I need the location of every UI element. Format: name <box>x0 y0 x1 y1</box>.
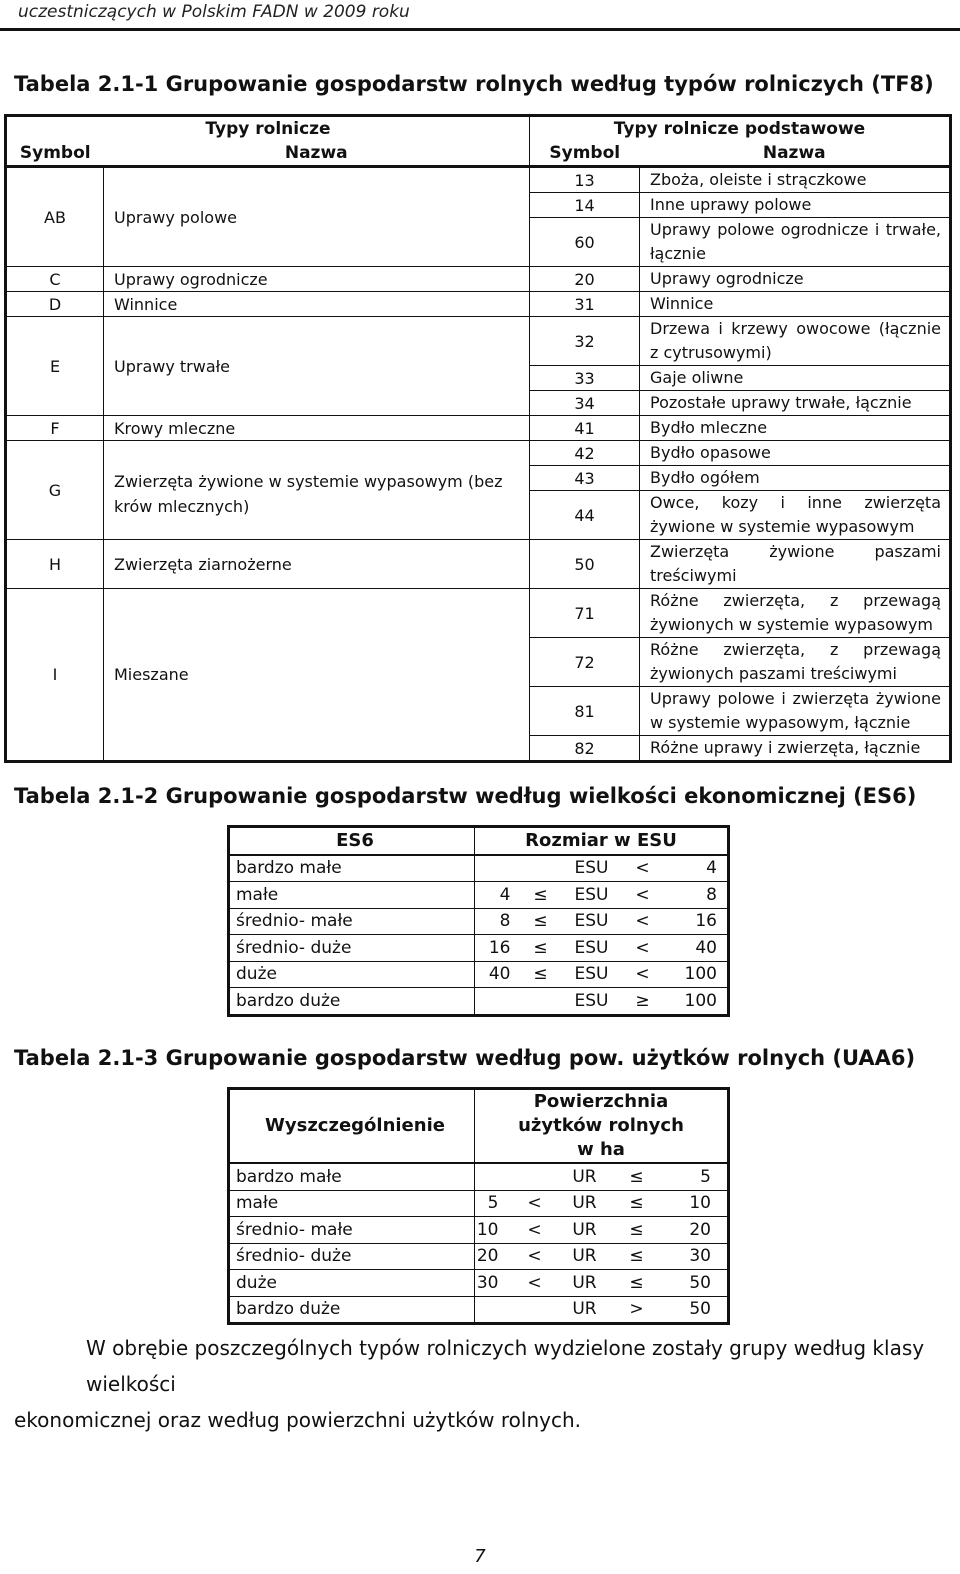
table-row <box>6 589 951 638</box>
table-row <box>229 908 729 935</box>
type-symbol: I <box>6 589 104 762</box>
type-name: Uprawy polowe <box>104 167 530 267</box>
type-name: Uprawy trwałe <box>104 317 530 416</box>
unit: UR <box>555 1163 615 1190</box>
table-row <box>229 988 729 1016</box>
land-area-table <box>227 1087 730 1325</box>
base-type-symbol: 14 <box>530 193 640 218</box>
upper-operator: < <box>623 908 663 935</box>
base-type-name: Winnice <box>640 292 951 317</box>
upper-bound: 16 <box>663 908 729 935</box>
type-symbol: H <box>6 540 104 589</box>
lower-operator <box>521 988 561 1016</box>
unit: UR <box>555 1296 615 1324</box>
lower-operator: ≤ <box>521 908 561 935</box>
col-specification-header: Wyszczególnienie <box>229 1089 475 1164</box>
upper-bound: 8 <box>663 882 729 909</box>
upper-operator: ≥ <box>623 988 663 1016</box>
lower-operator: ≤ <box>521 882 561 909</box>
lower-operator: < <box>515 1270 555 1297</box>
type-symbol: C <box>6 267 104 292</box>
lower-operator: ≤ <box>521 935 561 962</box>
upper-operator: ≤ <box>615 1217 659 1244</box>
base-type-symbol: 20 <box>530 267 640 292</box>
unit: ESU <box>561 882 623 909</box>
group-header-left: Typy rolnicze <box>6 116 530 142</box>
col-size-header: Rozmiar w ESU <box>475 827 729 855</box>
upper-operator: > <box>615 1296 659 1324</box>
lower-bound: 10 <box>475 1217 515 1244</box>
type-name: Winnice <box>104 292 530 317</box>
type-symbol: AB <box>6 167 104 267</box>
upper-bound: 30 <box>659 1243 729 1270</box>
lower-operator <box>521 855 561 882</box>
col-name2-header: Nazwa <box>640 141 951 167</box>
table-row <box>6 441 951 466</box>
size-class-label: bardzo małe <box>229 855 475 882</box>
base-type-name: Owce, kozy i inne zwierzęta żywione w systemie wypasowym <box>640 491 951 540</box>
upper-bound: 5 <box>659 1163 729 1190</box>
unit: UR <box>555 1243 615 1270</box>
table-header-row <box>229 1089 729 1164</box>
size-class-label: małe <box>229 1190 475 1217</box>
base-type-symbol: 42 <box>530 441 640 466</box>
base-type-name: Zwierzęta żywione paszami treściwymi <box>640 540 951 589</box>
type-name: Zwierzęta ziarnożerne <box>104 540 530 589</box>
upper-operator: ≤ <box>615 1243 659 1270</box>
base-type-symbol: 31 <box>530 292 640 317</box>
base-type-symbol: 43 <box>530 466 640 491</box>
lower-operator: < <box>515 1190 555 1217</box>
lower-bound <box>475 1296 515 1324</box>
lower-bound: 16 <box>475 935 521 962</box>
lower-operator: < <box>515 1217 555 1244</box>
base-type-name: Uprawy ogrodnicze <box>640 267 951 292</box>
upper-bound: 100 <box>663 988 729 1016</box>
upper-bound: 40 <box>663 935 729 962</box>
size-class-label: bardzo duże <box>229 1296 475 1324</box>
type-name: Mieszane <box>104 589 530 762</box>
base-type-name: Gaje oliwne <box>640 366 951 391</box>
body-paragraph <box>14 1330 944 1438</box>
table-row <box>6 416 951 441</box>
base-type-symbol: 44 <box>530 491 640 540</box>
table3-caption: Tabela 2.1-3 Grupowanie gospodarstw według pow. użytków rolnych (UAA6) <box>14 1046 916 1070</box>
type-name: Krowy mleczne <box>104 416 530 441</box>
size-class-label: średnio- duże <box>229 1243 475 1270</box>
group-header-right: Typy rolnicze podstawowe <box>530 116 951 142</box>
col-area-header: Powierzchnia użytków rolnych w ha <box>475 1089 729 1164</box>
table-row <box>229 1243 729 1270</box>
base-type-name: Różne zwierzęta, z przewagą żywionych w systemie wypasowym <box>640 589 951 638</box>
paragraph-line-1: W obrębie poszczególnych typów rolniczych wydzielone zostały grupy według klasy wielkości <box>86 1336 925 1396</box>
farm-type-table-body <box>6 116 951 762</box>
base-type-name: Drzewa i krzewy owocowe (łącznie z cytrusowymi) <box>640 317 951 366</box>
table-row <box>6 540 951 589</box>
type-symbol: E <box>6 317 104 416</box>
size-class-label: średnio- duże <box>229 935 475 962</box>
table-row <box>229 1190 729 1217</box>
unit: ESU <box>561 908 623 935</box>
size-class-label: bardzo duże <box>229 988 475 1016</box>
unit: UR <box>555 1217 615 1244</box>
base-type-name: Inne uprawy polowe <box>640 193 951 218</box>
upper-operator: < <box>623 935 663 962</box>
size-class-label: duże <box>229 1270 475 1297</box>
running-title: uczestniczących w Polskim FADN w 2009 roku <box>18 2 410 22</box>
size-class-label: średnio- małe <box>229 1217 475 1244</box>
base-type-name: Różne zwierzęta, z przewagą żywionych paszami treściwymi <box>640 638 951 687</box>
base-type-name: Zboża, oleiste i strączkowe <box>640 167 951 193</box>
col-symbol-header: Symbol <box>6 141 104 167</box>
size-class-label: duże <box>229 961 475 988</box>
base-type-symbol: 82 <box>530 736 640 762</box>
base-type-name: Uprawy polowe ogrodnicze i trwałe, łącznie <box>640 218 951 267</box>
base-type-name: Bydło mleczne <box>640 416 951 441</box>
lower-operator: < <box>515 1243 555 1270</box>
table-row <box>6 167 951 193</box>
table-row <box>6 317 951 366</box>
base-type-name: Bydło ogółem <box>640 466 951 491</box>
table-row <box>229 855 729 882</box>
upper-bound: 100 <box>663 961 729 988</box>
table-row <box>6 267 951 292</box>
col-name-header: Nazwa <box>104 141 530 167</box>
upper-operator: ≤ <box>615 1270 659 1297</box>
table-row <box>229 1296 729 1324</box>
base-type-symbol: 34 <box>530 391 640 416</box>
base-type-symbol: 33 <box>530 366 640 391</box>
farm-type-table <box>4 114 952 763</box>
base-type-name: Uprawy polowe i zwierzęta żywione w systemie wypasowym, łącznie <box>640 687 951 736</box>
lower-operator: ≤ <box>521 961 561 988</box>
base-type-symbol: 32 <box>530 317 640 366</box>
header-rule <box>0 28 960 31</box>
col-symbol2-header: Symbol <box>530 141 640 167</box>
unit: UR <box>555 1190 615 1217</box>
upper-bound: 20 <box>659 1217 729 1244</box>
base-type-name: Bydło opasowe <box>640 441 951 466</box>
size-class-label: bardzo małe <box>229 1163 475 1190</box>
lower-operator <box>515 1296 555 1324</box>
size-class-label: małe <box>229 882 475 909</box>
table-row <box>229 961 729 988</box>
economic-size-table <box>227 825 730 1017</box>
upper-operator: < <box>623 882 663 909</box>
table-row <box>229 935 729 962</box>
lower-bound: 30 <box>475 1270 515 1297</box>
base-type-symbol: 71 <box>530 589 640 638</box>
base-type-name: Pozostałe uprawy trwałe, łącznie <box>640 391 951 416</box>
unit: ESU <box>561 935 623 962</box>
type-name: Uprawy ogrodnicze <box>104 267 530 292</box>
base-type-symbol: 41 <box>530 416 640 441</box>
page-number: 7 <box>474 1546 486 1567</box>
paragraph-line-2: ekonomicznej oraz według powierzchni użytków rolnych. <box>14 1408 582 1432</box>
base-type-symbol: 13 <box>530 167 640 193</box>
upper-operator: ≤ <box>615 1163 659 1190</box>
base-type-symbol: 50 <box>530 540 640 589</box>
unit: ESU <box>561 961 623 988</box>
table-row <box>229 1270 729 1297</box>
upper-operator: < <box>623 961 663 988</box>
size-class-label: średnio- małe <box>229 908 475 935</box>
lower-bound <box>475 855 521 882</box>
lower-operator <box>515 1163 555 1190</box>
table-row <box>229 1163 729 1190</box>
lower-bound: 5 <box>475 1190 515 1217</box>
base-type-symbol: 72 <box>530 638 640 687</box>
type-symbol: D <box>6 292 104 317</box>
economic-size-table-body <box>229 827 729 1016</box>
upper-bound: 50 <box>659 1270 729 1297</box>
table-header-row <box>229 827 729 855</box>
lower-bound: 20 <box>475 1243 515 1270</box>
base-type-name: Różne uprawy i zwierzęta, łącznie <box>640 736 951 762</box>
table-row <box>6 292 951 317</box>
lower-bound: 4 <box>475 882 521 909</box>
table-row <box>229 1217 729 1244</box>
lower-bound <box>475 1163 515 1190</box>
table-column-header-row <box>6 141 951 167</box>
land-area-table-body <box>229 1089 729 1324</box>
lower-bound <box>475 988 521 1016</box>
lower-bound: 40 <box>475 961 521 988</box>
base-type-symbol: 60 <box>530 218 640 267</box>
upper-bound: 50 <box>659 1296 729 1324</box>
table-row <box>229 882 729 909</box>
type-symbol: G <box>6 441 104 540</box>
col-es6-header: ES6 <box>229 827 475 855</box>
upper-operator: ≤ <box>615 1190 659 1217</box>
base-type-symbol: 81 <box>530 687 640 736</box>
upper-bound: 10 <box>659 1190 729 1217</box>
unit: UR <box>555 1270 615 1297</box>
type-name: Zwierzęta żywione w systemie wypasowym (bez krów mlecznych) <box>104 441 530 540</box>
upper-operator: < <box>623 855 663 882</box>
table-group-header-row <box>6 116 951 142</box>
page-header <box>0 0 960 28</box>
table1-caption: Tabela 2.1-1 Grupowanie gospodarstw rolnych według typów rolniczych (TF8) <box>14 72 934 96</box>
table2-caption: Tabela 2.1-2 Grupowanie gospodarstw według wielkości ekonomicznej (ES6) <box>14 784 917 808</box>
type-symbol: F <box>6 416 104 441</box>
upper-bound: 4 <box>663 855 729 882</box>
unit: ESU <box>561 855 623 882</box>
unit: ESU <box>561 988 623 1016</box>
lower-bound: 8 <box>475 908 521 935</box>
